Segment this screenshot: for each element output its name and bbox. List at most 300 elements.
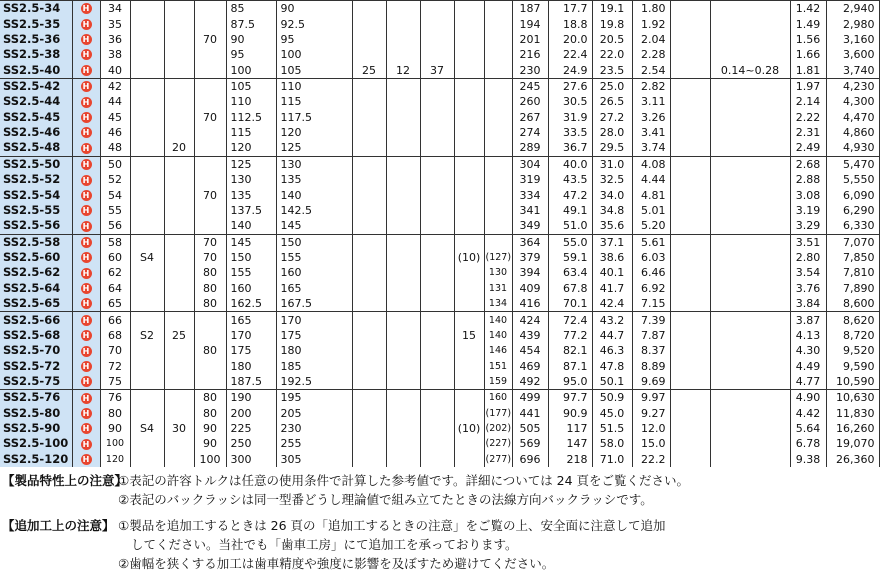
value-cell-c1: 304 xyxy=(512,156,548,172)
mark-cell xyxy=(72,94,100,109)
model-cell: SS2.5-38 xyxy=(0,47,72,62)
value-cell-q xyxy=(386,234,420,250)
model-cell: SS2.5-55 xyxy=(0,203,72,218)
value-cell-w1: 2.31 xyxy=(790,125,826,140)
value-cell-d2: 115 xyxy=(276,94,352,109)
value-cell-d2: 125 xyxy=(276,140,352,156)
h-badge-icon: H xyxy=(81,393,92,404)
mark-cell xyxy=(72,203,100,218)
value-cell-r xyxy=(420,312,454,328)
empty-cell xyxy=(670,328,710,343)
model-cell: SS2.5-76 xyxy=(0,390,72,406)
model-cell: SS2.5-70 xyxy=(0,343,72,358)
value-cell-q xyxy=(386,358,420,373)
h-badge-icon: H xyxy=(81,34,92,45)
value-cell-z: 54 xyxy=(100,187,130,202)
value-cell-bl xyxy=(710,172,790,187)
value-cell-w2: 11,830 xyxy=(826,406,879,421)
value-cell-d1: 160 xyxy=(226,281,276,296)
value-cell-p xyxy=(352,390,386,406)
value-cell-z: 60 xyxy=(100,250,130,265)
value-cell-bl: 0.14~0.28 xyxy=(710,62,790,78)
mark-cell xyxy=(72,312,100,328)
value-cell-c4: 7.39 xyxy=(632,312,670,328)
value-cell-z: 100 xyxy=(100,436,130,451)
value-cell-c4: 9.27 xyxy=(632,406,670,421)
value-cell-z: 34 xyxy=(100,1,130,17)
value-cell-bl xyxy=(710,436,790,451)
value-cell-p xyxy=(352,421,386,436)
value-cell-a2: 80 xyxy=(194,390,226,406)
value-cell-z: 76 xyxy=(100,390,130,406)
value-cell-c4: 6.92 xyxy=(632,281,670,296)
model-cell: SS2.5-52 xyxy=(0,172,72,187)
value-cell-d1: 90 xyxy=(226,32,276,47)
value-cell-z: 44 xyxy=(100,94,130,109)
value-cell-c3: 34.0 xyxy=(592,187,632,202)
value-cell-w1: 4.13 xyxy=(790,328,826,343)
value-cell-s2: 131 xyxy=(484,281,512,296)
value-cell-w2: 8,620 xyxy=(826,312,879,328)
value-cell-c3: 37.1 xyxy=(592,234,632,250)
value-cell-c3: 42.4 xyxy=(592,296,632,312)
mark-cell xyxy=(72,421,100,436)
value-cell-p xyxy=(352,296,386,312)
value-cell-a1 xyxy=(164,358,194,373)
value-cell-r xyxy=(420,156,454,172)
value-cell-s2 xyxy=(484,187,512,202)
value-cell-s1 xyxy=(454,234,484,250)
value-cell-ua xyxy=(130,436,164,451)
value-cell-a2 xyxy=(194,16,226,31)
value-cell-a1 xyxy=(164,16,194,31)
value-cell-p xyxy=(352,265,386,280)
value-cell-c4: 8.37 xyxy=(632,343,670,358)
h-badge-icon: H xyxy=(81,175,92,186)
value-cell-w1: 4.77 xyxy=(790,374,826,390)
value-cell-c3: 19.8 xyxy=(592,16,632,31)
value-cell-s2: 146 xyxy=(484,343,512,358)
value-cell-s2 xyxy=(484,203,512,218)
value-cell-a2: 80 xyxy=(194,406,226,421)
value-cell-s2 xyxy=(484,47,512,62)
value-cell-c4: 6.46 xyxy=(632,265,670,280)
value-cell-a1 xyxy=(164,172,194,187)
mark-cell xyxy=(72,296,100,312)
value-cell-a1 xyxy=(164,218,194,234)
empty-cell xyxy=(670,172,710,187)
mark-cell xyxy=(72,156,100,172)
value-cell-a2 xyxy=(194,78,226,94)
value-cell-ua xyxy=(130,140,164,156)
value-cell-q xyxy=(386,32,420,47)
value-cell-c1: 274 xyxy=(512,125,548,140)
value-cell-c3: 19.1 xyxy=(592,1,632,17)
value-cell-a1 xyxy=(164,436,194,451)
value-cell-c3: 22.0 xyxy=(592,47,632,62)
value-cell-r xyxy=(420,172,454,187)
empty-cell xyxy=(670,16,710,31)
value-cell-z: 46 xyxy=(100,125,130,140)
value-cell-w2: 9,590 xyxy=(826,358,879,373)
value-cell-q: 12 xyxy=(386,62,420,78)
value-cell-ua xyxy=(130,110,164,125)
value-cell-c4: 12.0 xyxy=(632,421,670,436)
value-cell-a2 xyxy=(194,125,226,140)
empty-cell xyxy=(670,94,710,109)
value-cell-d1: 140 xyxy=(226,218,276,234)
value-cell-c4: 2.28 xyxy=(632,47,670,62)
value-cell-s1 xyxy=(454,203,484,218)
value-cell-c3: 25.0 xyxy=(592,78,632,94)
value-cell-p xyxy=(352,94,386,109)
value-cell-w1: 2.14 xyxy=(790,94,826,109)
value-cell-w2: 5,550 xyxy=(826,172,879,187)
value-cell-d1: 95 xyxy=(226,47,276,62)
value-cell-s1: (10) xyxy=(454,250,484,265)
note-row xyxy=(0,554,859,573)
value-cell-r xyxy=(420,328,454,343)
value-cell-r: 37 xyxy=(420,62,454,78)
value-cell-c4: 5.01 xyxy=(632,203,670,218)
value-cell-s1 xyxy=(454,296,484,312)
value-cell-s1 xyxy=(454,110,484,125)
note-row xyxy=(0,471,859,490)
table-row xyxy=(0,218,879,234)
value-cell-p xyxy=(352,203,386,218)
value-cell-p: 25 xyxy=(352,62,386,78)
table-row xyxy=(0,374,879,390)
h-badge-icon: H xyxy=(81,237,92,248)
value-cell-a2 xyxy=(194,358,226,373)
table-row xyxy=(0,156,879,172)
model-cell: SS2.5-54 xyxy=(0,187,72,202)
table-row xyxy=(0,390,879,406)
value-cell-r xyxy=(420,296,454,312)
value-cell-w1: 3.08 xyxy=(790,187,826,202)
model-cell: SS2.5-40 xyxy=(0,62,72,78)
value-cell-d2: 185 xyxy=(276,358,352,373)
value-cell-a2 xyxy=(194,172,226,187)
value-cell-c1: 230 xyxy=(512,62,548,78)
table-row xyxy=(0,421,879,436)
value-cell-q xyxy=(386,281,420,296)
value-cell-p xyxy=(352,312,386,328)
value-cell-c1: 187 xyxy=(512,1,548,17)
empty-cell xyxy=(670,296,710,312)
value-cell-a1 xyxy=(164,390,194,406)
value-cell-c4: 2.04 xyxy=(632,32,670,47)
value-cell-ua xyxy=(130,78,164,94)
value-cell-w1: 3.84 xyxy=(790,296,826,312)
model-cell: SS2.5-50 xyxy=(0,156,72,172)
h-badge-icon: H xyxy=(81,19,92,30)
value-cell-ua: S4 xyxy=(130,421,164,436)
value-cell-q xyxy=(386,374,420,390)
value-cell-d1: 87.5 xyxy=(226,16,276,31)
value-cell-c2: 147 xyxy=(548,436,592,451)
value-cell-s2 xyxy=(484,140,512,156)
value-cell-bl xyxy=(710,358,790,373)
model-cell: SS2.5-60 xyxy=(0,250,72,265)
empty-cell xyxy=(670,32,710,47)
value-cell-c2: 33.5 xyxy=(548,125,592,140)
value-cell-c2: 47.2 xyxy=(548,187,592,202)
value-cell-bl xyxy=(710,94,790,109)
h-badge-icon: H xyxy=(81,439,92,450)
value-cell-s2: 130 xyxy=(484,265,512,280)
value-cell-c1: 201 xyxy=(512,32,548,47)
value-cell-c4: 9.69 xyxy=(632,374,670,390)
value-cell-c2: 43.5 xyxy=(548,172,592,187)
value-cell-d2: 105 xyxy=(276,62,352,78)
h-badge-icon: H xyxy=(81,221,92,232)
value-cell-s1 xyxy=(454,94,484,109)
value-cell-w2: 6,330 xyxy=(826,218,879,234)
value-cell-c2: 87.1 xyxy=(548,358,592,373)
value-cell-d2: 160 xyxy=(276,265,352,280)
value-cell-s2 xyxy=(484,94,512,109)
value-cell-a2: 80 xyxy=(194,296,226,312)
value-cell-r xyxy=(420,234,454,250)
model-cell: SS2.5-35 xyxy=(0,16,72,31)
value-cell-bl xyxy=(710,125,790,140)
value-cell-a1 xyxy=(164,406,194,421)
value-cell-c4: 3.74 xyxy=(632,140,670,156)
value-cell-c3: 23.5 xyxy=(592,62,632,78)
value-cell-p xyxy=(352,281,386,296)
model-cell: SS2.5-72 xyxy=(0,358,72,373)
value-cell-bl xyxy=(710,156,790,172)
value-cell-c4: 4.08 xyxy=(632,156,670,172)
value-cell-r xyxy=(420,250,454,265)
value-cell-w2: 4,930 xyxy=(826,140,879,156)
value-cell-q xyxy=(386,343,420,358)
value-cell-q xyxy=(386,203,420,218)
value-cell-bl xyxy=(710,218,790,234)
value-cell-c2: 82.1 xyxy=(548,343,592,358)
value-cell-a1 xyxy=(164,187,194,202)
empty-cell xyxy=(670,47,710,62)
value-cell-q xyxy=(386,94,420,109)
value-cell-z: 120 xyxy=(100,452,130,467)
value-cell-w2: 6,290 xyxy=(826,203,879,218)
value-cell-q xyxy=(386,47,420,62)
value-cell-p xyxy=(352,328,386,343)
value-cell-c2: 95.0 xyxy=(548,374,592,390)
value-cell-w2: 7,850 xyxy=(826,250,879,265)
value-cell-c4: 2.82 xyxy=(632,78,670,94)
value-cell-d1: 112.5 xyxy=(226,110,276,125)
value-cell-c2: 51.0 xyxy=(548,218,592,234)
empty-cell xyxy=(670,436,710,451)
value-cell-bl xyxy=(710,343,790,358)
empty-cell xyxy=(670,390,710,406)
value-cell-s1 xyxy=(454,343,484,358)
value-cell-q xyxy=(386,16,420,31)
value-cell-a2 xyxy=(194,94,226,109)
mark-cell xyxy=(72,281,100,296)
value-cell-z: 48 xyxy=(100,140,130,156)
value-cell-c2: 117 xyxy=(548,421,592,436)
value-cell-d1: 110 xyxy=(226,94,276,109)
value-cell-d2: 165 xyxy=(276,281,352,296)
machining-note-2: ②歯幅を狭くする加工は歯車精度や強度に影響を及ぼすため避けてください。 xyxy=(118,556,555,571)
value-cell-w1: 1.66 xyxy=(790,47,826,62)
value-cell-bl xyxy=(710,296,790,312)
value-cell-bl xyxy=(710,140,790,156)
value-cell-d2: 255 xyxy=(276,436,352,451)
value-cell-w1: 1.97 xyxy=(790,78,826,94)
value-cell-d2: 130 xyxy=(276,156,352,172)
value-cell-c1: 569 xyxy=(512,436,548,451)
value-cell-c1: 216 xyxy=(512,47,548,62)
value-cell-ua xyxy=(130,281,164,296)
value-cell-c1: 409 xyxy=(512,281,548,296)
value-cell-p xyxy=(352,1,386,17)
value-cell-c3: 43.2 xyxy=(592,312,632,328)
model-cell: SS2.5-58 xyxy=(0,234,72,250)
value-cell-w1: 2.68 xyxy=(790,156,826,172)
value-cell-w1: 1.56 xyxy=(790,32,826,47)
value-cell-c2: 31.9 xyxy=(548,110,592,125)
empty-cell xyxy=(670,281,710,296)
value-cell-w1: 3.29 xyxy=(790,218,826,234)
value-cell-c2: 97.7 xyxy=(548,390,592,406)
value-cell-w1: 2.22 xyxy=(790,110,826,125)
value-cell-ua xyxy=(130,218,164,234)
value-cell-s2: 134 xyxy=(484,296,512,312)
value-cell-w1: 3.54 xyxy=(790,265,826,280)
value-cell-ua xyxy=(130,94,164,109)
value-cell-d2: 117.5 xyxy=(276,110,352,125)
value-cell-z: 68 xyxy=(100,328,130,343)
value-cell-q xyxy=(386,452,420,467)
machining-note-1b: してください。当社でも「歯車工房」にて追加工を承っております。 xyxy=(131,537,518,552)
value-cell-c2: 17.7 xyxy=(548,1,592,17)
value-cell-a1 xyxy=(164,156,194,172)
value-cell-z: 70 xyxy=(100,343,130,358)
value-cell-a1 xyxy=(164,32,194,47)
value-cell-s2 xyxy=(484,125,512,140)
value-cell-ua xyxy=(130,358,164,373)
empty-cell xyxy=(670,110,710,125)
value-cell-p xyxy=(352,250,386,265)
value-cell-c2: 30.5 xyxy=(548,94,592,109)
value-cell-a1 xyxy=(164,94,194,109)
model-cell: SS2.5-75 xyxy=(0,374,72,390)
value-cell-s2: 140 xyxy=(484,328,512,343)
h-badge-icon: H xyxy=(81,376,92,387)
model-cell: SS2.5-56 xyxy=(0,218,72,234)
table-row xyxy=(0,234,879,250)
h-badge-icon: H xyxy=(81,143,92,154)
value-cell-d1: 85 xyxy=(226,1,276,17)
value-cell-w1: 9.38 xyxy=(790,452,826,467)
value-cell-s1 xyxy=(454,62,484,78)
table-row xyxy=(0,281,879,296)
value-cell-w1: 4.49 xyxy=(790,358,826,373)
value-cell-p xyxy=(352,140,386,156)
value-cell-ua xyxy=(130,452,164,467)
value-cell-a1 xyxy=(164,374,194,390)
value-cell-s2: 160 xyxy=(484,390,512,406)
value-cell-ua xyxy=(130,62,164,78)
value-cell-d2: 150 xyxy=(276,234,352,250)
empty-cell xyxy=(670,452,710,467)
table-row xyxy=(0,452,879,467)
value-cell-c3: 50.1 xyxy=(592,374,632,390)
value-cell-c2: 90.9 xyxy=(548,406,592,421)
value-cell-r xyxy=(420,374,454,390)
model-cell: SS2.5-80 xyxy=(0,406,72,421)
value-cell-a1 xyxy=(164,1,194,17)
value-cell-a2 xyxy=(194,62,226,78)
value-cell-ua xyxy=(130,296,164,312)
table-row xyxy=(0,312,879,328)
model-cell: SS2.5-48 xyxy=(0,140,72,156)
value-cell-q xyxy=(386,390,420,406)
value-cell-c2: 49.1 xyxy=(548,203,592,218)
mark-cell xyxy=(72,110,100,125)
value-cell-c2: 70.1 xyxy=(548,296,592,312)
value-cell-d2: 205 xyxy=(276,406,352,421)
model-cell: SS2.5-62 xyxy=(0,265,72,280)
value-cell-a1: 30 xyxy=(164,421,194,436)
value-cell-c1: 194 xyxy=(512,16,548,31)
value-cell-r xyxy=(420,281,454,296)
value-cell-a2: 70 xyxy=(194,250,226,265)
value-cell-c2: 40.0 xyxy=(548,156,592,172)
value-cell-d1: 250 xyxy=(226,436,276,451)
empty-cell xyxy=(670,358,710,373)
table-row xyxy=(0,406,879,421)
value-cell-a1 xyxy=(164,62,194,78)
value-cell-a1 xyxy=(164,47,194,62)
value-cell-c4: 6.03 xyxy=(632,250,670,265)
value-cell-c4: 3.41 xyxy=(632,125,670,140)
value-cell-s2: 140 xyxy=(484,312,512,328)
table-row xyxy=(0,110,879,125)
value-cell-q xyxy=(386,187,420,202)
empty-cell xyxy=(670,406,710,421)
value-cell-c3: 51.5 xyxy=(592,421,632,436)
value-cell-r xyxy=(420,110,454,125)
value-cell-c4: 3.11 xyxy=(632,94,670,109)
value-cell-c3: 38.6 xyxy=(592,250,632,265)
value-cell-s1 xyxy=(454,172,484,187)
value-cell-w1: 3.87 xyxy=(790,312,826,328)
value-cell-w1: 4.42 xyxy=(790,406,826,421)
value-cell-d1: 225 xyxy=(226,421,276,436)
table-row xyxy=(0,62,879,78)
mark-cell xyxy=(72,172,100,187)
value-cell-d2: 100 xyxy=(276,47,352,62)
value-cell-d2: 92.5 xyxy=(276,16,352,31)
table-row xyxy=(0,250,879,265)
value-cell-d2: 170 xyxy=(276,312,352,328)
h-badge-icon: H xyxy=(81,423,92,434)
value-cell-ua xyxy=(130,125,164,140)
value-cell-s1 xyxy=(454,358,484,373)
value-cell-z: 75 xyxy=(100,374,130,390)
value-cell-c1: 454 xyxy=(512,343,548,358)
empty-cell xyxy=(670,218,710,234)
value-cell-r xyxy=(420,436,454,451)
value-cell-s2: (177) xyxy=(484,406,512,421)
h-badge-icon: H xyxy=(81,315,92,326)
value-cell-c1: 245 xyxy=(512,78,548,94)
